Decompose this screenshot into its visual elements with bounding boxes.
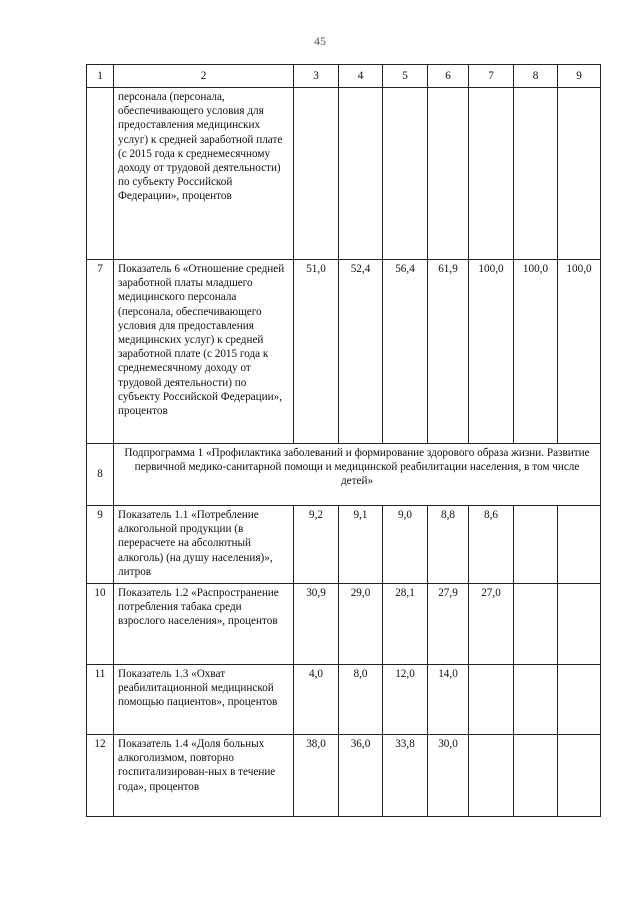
value-cell bbox=[469, 665, 514, 735]
value-cell bbox=[514, 506, 558, 584]
subprogram-title: Подпрограмма 1 «Профилактика заболеваний и формирование здорового образа жизни. Развитие первичной медико-санитарной помощи и медицинской реабилитации населения, в том числе детей» bbox=[114, 444, 601, 506]
value-cell: 30,9 bbox=[294, 584, 339, 665]
value-cell: 100,0 bbox=[558, 260, 601, 444]
value-cell: 61,9 bbox=[428, 260, 469, 444]
indicator-name: Показатель 1.1 «Потребление алкогольной продукции (в перерасчете на абсолютный алкоголь) (на душу населения)», литров bbox=[114, 506, 294, 584]
value-cell: 100,0 bbox=[514, 260, 558, 444]
value-cell: 51,0 bbox=[294, 260, 339, 444]
row-number: 10 bbox=[87, 584, 114, 665]
value-cell: 33,8 bbox=[383, 735, 428, 817]
value-cell bbox=[469, 88, 514, 260]
value-cell: 9,0 bbox=[383, 506, 428, 584]
value-cell bbox=[514, 88, 558, 260]
value-cell: 4,0 bbox=[294, 665, 339, 735]
table-row bbox=[87, 584, 601, 665]
table-row bbox=[87, 735, 601, 817]
indicator-name: Показатель 1.4 «Доля больных алкоголизмом, повторно госпитализирован-ных в течение года», процентов bbox=[114, 735, 294, 817]
indicator-name: Показатель 1.2 «Распространение потребления табака среди взрослого населения», процентов bbox=[114, 584, 294, 665]
value-cell: 27,9 bbox=[428, 584, 469, 665]
header-cell: 2 bbox=[114, 65, 294, 88]
row-number: 8 bbox=[87, 444, 114, 506]
row-number: 12 bbox=[87, 735, 114, 817]
row-number: 7 bbox=[87, 260, 114, 444]
row-number bbox=[87, 88, 114, 260]
value-cell bbox=[558, 506, 601, 584]
value-cell bbox=[383, 88, 428, 260]
value-cell bbox=[294, 88, 339, 260]
indicator-name: Показатель 6 «Отношение средней заработной платы младшего медицинского персонала (персонала, обеспечивающего условия для предоставления медицинских услуг) к средней заработной плате (с 2015 года к среднемесячному доходу от трудовой деятельности) по субъекту Российской Федерации», процентов bbox=[114, 260, 294, 444]
subprogram-row bbox=[87, 444, 601, 506]
value-cell bbox=[558, 665, 601, 735]
value-cell bbox=[469, 735, 514, 817]
indicator-name: персонала (персонала, обеспечивающего условия для предоставления медицинских услуг) к средней заработной плате (с 2015 года к среднемесячному доходу от трудовой деятельности) по субъекту Российской Федерации», процентов bbox=[114, 88, 294, 260]
value-cell bbox=[514, 735, 558, 817]
table-row bbox=[87, 506, 601, 584]
value-cell: 28,1 bbox=[383, 584, 428, 665]
value-cell: 52,4 bbox=[339, 260, 383, 444]
table-row bbox=[87, 88, 601, 260]
row-number: 9 bbox=[87, 506, 114, 584]
table-row bbox=[87, 665, 601, 735]
indicator-name: Показатель 1.3 «Охват реабилитационной медицинской помощью пациентов», процентов bbox=[114, 665, 294, 735]
value-cell bbox=[558, 735, 601, 817]
value-cell: 56,4 bbox=[383, 260, 428, 444]
value-cell: 36,0 bbox=[339, 735, 383, 817]
value-cell: 38,0 bbox=[294, 735, 339, 817]
value-cell: 100,0 bbox=[469, 260, 514, 444]
header-cell: 5 bbox=[383, 65, 428, 88]
header-cell: 3 bbox=[294, 65, 339, 88]
row-number: 11 bbox=[87, 665, 114, 735]
header-cell: 1 bbox=[87, 65, 114, 88]
value-cell: 9,2 bbox=[294, 506, 339, 584]
value-cell: 8,6 bbox=[469, 506, 514, 584]
header-row bbox=[87, 65, 601, 88]
indicators-table bbox=[86, 64, 601, 817]
value-cell bbox=[514, 665, 558, 735]
value-cell: 30,0 bbox=[428, 735, 469, 817]
value-cell bbox=[558, 584, 601, 665]
header-cell: 7 bbox=[469, 65, 514, 88]
value-cell: 14,0 bbox=[428, 665, 469, 735]
value-cell: 9,1 bbox=[339, 506, 383, 584]
value-cell bbox=[339, 88, 383, 260]
value-cell: 8,8 bbox=[428, 506, 469, 584]
value-cell: 12,0 bbox=[383, 665, 428, 735]
header-cell: 4 bbox=[339, 65, 383, 88]
header-cell: 8 bbox=[514, 65, 558, 88]
value-cell: 8,0 bbox=[339, 665, 383, 735]
table-row bbox=[87, 260, 601, 444]
page-number: 45 bbox=[314, 34, 326, 48]
header-cell: 6 bbox=[428, 65, 469, 88]
value-cell bbox=[558, 88, 601, 260]
value-cell bbox=[514, 584, 558, 665]
value-cell: 29,0 bbox=[339, 584, 383, 665]
value-cell bbox=[428, 88, 469, 260]
value-cell: 27,0 bbox=[469, 584, 514, 665]
header-cell: 9 bbox=[558, 65, 601, 88]
